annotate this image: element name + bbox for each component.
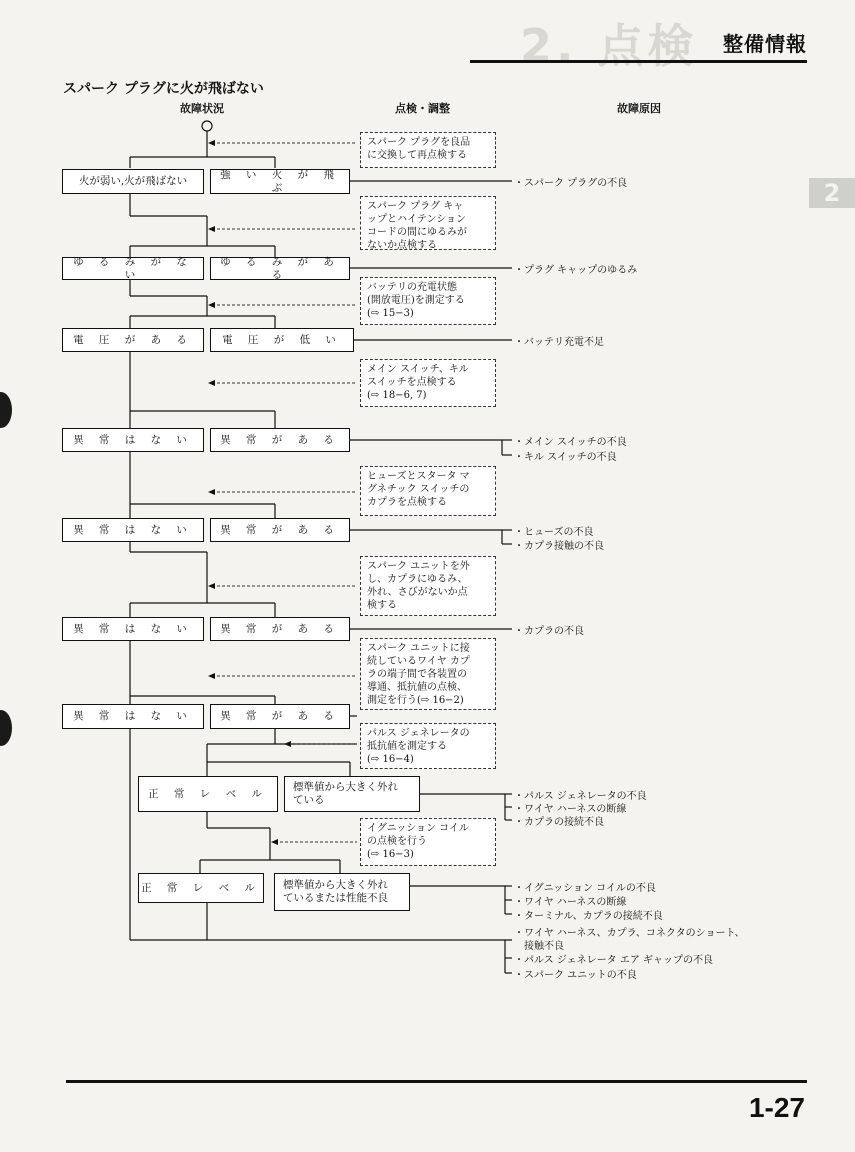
- status-fault-switch: 異 常 が あ る: [210, 428, 350, 452]
- check-note-9: イグニッション コイル の点検を行う (⇨ 16−3): [360, 818, 496, 866]
- cause-terminal-coupler: ・ターミナル、カプラの接続不良: [514, 911, 663, 922]
- cause-pulse-air-gap: ・パルス ジェネレータ エア ギャップの不良: [514, 955, 714, 966]
- status-voltage-low: 電 圧 が 低 い: [210, 328, 354, 352]
- status-no-fault-switch: 異 常 は な い: [62, 428, 204, 452]
- check-note-7: スパーク ユニットに接 続しているワイヤ カプ ラの端子間で各装置の 導通、抵抗値の点検、 測定を行う(⇨ 16−2): [360, 638, 496, 710]
- section-title: スパーク プラグに火が飛ばない: [63, 81, 264, 97]
- cause-coupler: ・カプラの不良: [514, 626, 584, 637]
- cause-harness-break-1: ・ワイヤ ハーネスの断線: [514, 804, 627, 815]
- check-note-2: スパーク プラグ キャ ップとハイテンション コードの間にゆるみが ないか点検する: [360, 196, 496, 250]
- cause-harness-short: ・ワイヤ ハーネス、カプラ、コネクタのショート、 接触不良: [514, 928, 745, 952]
- cause-battery: ・バッテリ充電不足: [514, 337, 604, 348]
- status-pulse-out-of-spec: 標準値から大きく外れ ている: [284, 776, 420, 812]
- status-coil-out-of-spec: 標準値から大きく外れ ているまたは性能不良: [274, 873, 410, 911]
- column-head-check: 点検・調整: [395, 102, 450, 115]
- cause-plug-cap-loose: ・プラグ キャップのゆるみ: [514, 265, 638, 276]
- check-note-1: スパーク プラグを良品 に交換して再点検する: [360, 132, 496, 168]
- cause-fuse: ・ヒューズの不良: [514, 527, 594, 538]
- check-note-5: ヒューズとスタータ マ グネチック スイッチの カプラを点検する: [360, 466, 496, 516]
- check-note-6: スパーク ユニットを外 し、カプラにゆるみ、 外れ、さびがないか点 検する: [360, 556, 496, 616]
- status-strong-spark: 強 い 火 が 飛 ぶ: [210, 169, 350, 194]
- cause-ignition-coil: ・イグニッション コイルの不良: [514, 883, 656, 894]
- status-no-fault-wiring: 異 常 は な い: [62, 704, 204, 729]
- bleed-through-text: 2. 点検: [520, 19, 698, 73]
- status-no-fault-coupler: 異 常 は な い: [62, 617, 204, 641]
- cause-spark-plug: ・スパーク プラグの不良: [514, 178, 628, 189]
- status-coil-normal: 正 常 レ ベ ル: [138, 873, 264, 903]
- status-fault-coupler: 異 常 が あ る: [210, 617, 350, 641]
- cause-kill-switch: ・キル スイッチの不良: [514, 452, 617, 463]
- status-weak-no-spark: 火が弱い,火が飛ばない: [62, 169, 204, 194]
- check-note-8: パルス ジェネレータの 抵抗値を測定する (⇨ 16−4): [360, 723, 496, 769]
- cause-coupler-connection: ・カプラの接続不良: [514, 817, 604, 828]
- page-header-title: 整備情報: [723, 32, 807, 56]
- cause-harness-break-2: ・ワイヤ ハーネスの断線: [514, 897, 627, 908]
- footer-rule: [66, 1080, 807, 1083]
- check-note-4: メイン スイッチ、キル スイッチを点検する (⇨ 18−6, 7): [360, 359, 496, 407]
- status-loose: ゆ る み が あ る: [210, 257, 350, 280]
- cause-coupler-contact: ・カプラ接触の不良: [514, 541, 604, 552]
- cause-main-switch: ・メイン スイッチの不良: [514, 437, 627, 448]
- status-pulse-normal: 正 常 レ ベ ル: [138, 776, 278, 812]
- page-number: 1-27: [748, 1092, 805, 1123]
- status-fault-fuse: 異 常 が あ る: [210, 518, 350, 542]
- status-fault-wiring: 異 常 が あ る: [210, 704, 350, 729]
- status-not-loose: ゆ る み が な い: [62, 257, 204, 280]
- cause-spark-unit: ・スパーク ユニットの不良: [514, 970, 637, 981]
- bleed-through-tab: 2: [809, 178, 855, 208]
- status-no-fault-fuse: 異 常 は な い: [62, 518, 204, 542]
- column-head-cause: 故障原因: [617, 102, 661, 115]
- cause-pulse-generator: ・パルス ジェネレータの不良: [514, 791, 647, 802]
- column-head-status: 故障状況: [180, 102, 224, 115]
- check-note-3: バッテリの充電状態 (開放電圧)を測定する (⇨ 15−3): [360, 277, 496, 325]
- status-voltage-ok: 電 圧 が あ る: [62, 328, 204, 352]
